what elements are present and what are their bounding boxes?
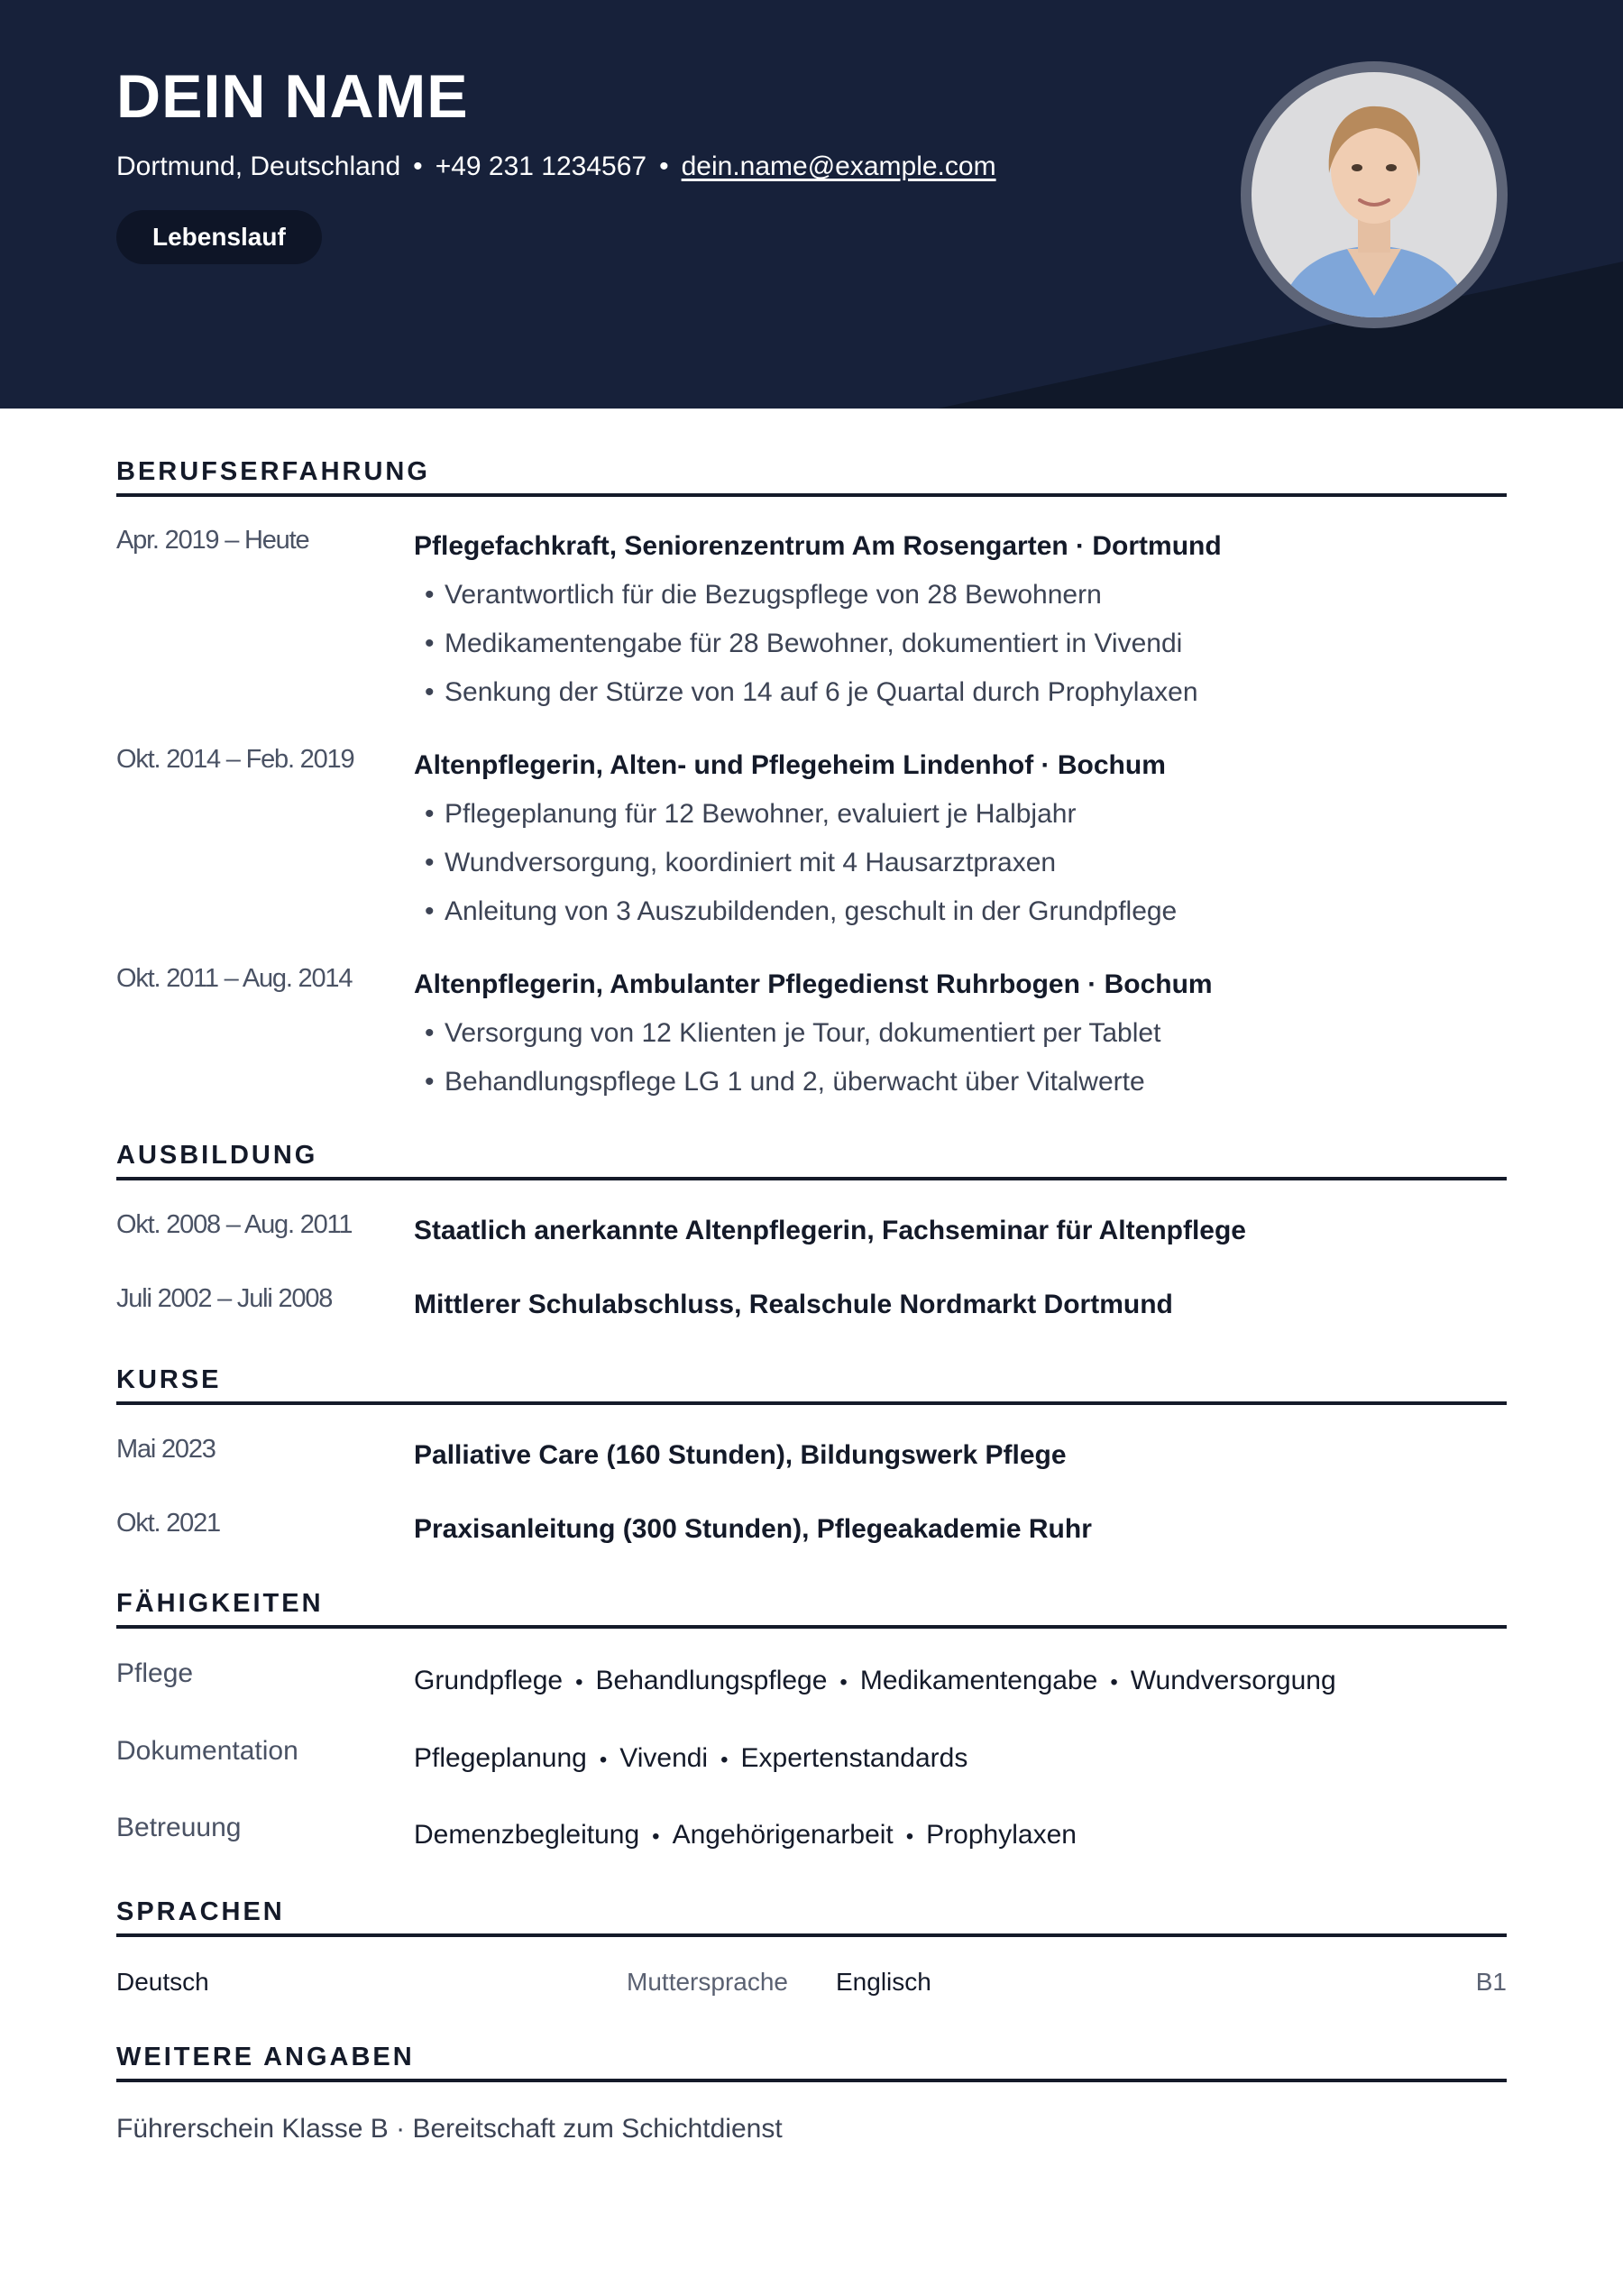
bullet-item: • Versorgung von 12 Klienten je Tour, dokumentiert per Tablet <box>425 1015 1160 1064</box>
entry-bullets <box>425 796 1177 942</box>
section-divider <box>116 1933 1507 1937</box>
entry-title: Pflegefachkraft, Seniorenzentrum Am Rosengarten · Dortmund <box>414 531 1222 561</box>
skill-item: Vivendi <box>619 1743 709 1773</box>
skill-category: Dokumentation <box>116 1736 298 1766</box>
entry-bullets <box>425 577 1198 723</box>
language-name: Englisch <box>836 1968 931 1996</box>
skill-separator: • <box>839 1670 848 1694</box>
header <box>0 0 1623 409</box>
skill-list <box>414 1740 967 1778</box>
entry-date: Apr. 2019 – Heute <box>116 526 309 555</box>
contact-line <box>116 149 996 185</box>
skill-separator: • <box>1110 1670 1118 1694</box>
section-title: WEITERE ANGABEN <box>116 2043 415 2071</box>
section-title: KURSE <box>116 1365 222 1394</box>
bullet-dot: • <box>425 1018 435 1048</box>
bullet-item: • Anleitung von 3 Auszubildenden, geschult in der Grundpflege <box>425 894 1177 942</box>
entry-date: Juli 2002 – Juli 2008 <box>116 1284 333 1313</box>
portrait-image <box>1252 72 1497 317</box>
entry-title: Altenpflegerin, Alten- und Pflegeheim Lindenhof · Bochum <box>414 750 1166 780</box>
skill-item: Prophylaxen <box>926 1820 1077 1850</box>
candidate-name: DEIN NAME <box>116 62 469 131</box>
entry-title: Palliative Care (160 Stunden), Bildungswerk Pflege <box>414 1440 1067 1470</box>
section-divider <box>116 2079 1507 2082</box>
skill-separator: • <box>905 1824 914 1849</box>
bullet-dot: • <box>425 629 435 658</box>
section-title: BERUFSERFAHRUNG <box>116 457 430 486</box>
entry-date: Okt. 2011 – Aug. 2014 <box>116 964 353 993</box>
entry-title: Altenpflegerin, Ambulanter Pflegedienst Ruhrbogen · Bochum <box>414 969 1213 999</box>
section-divider <box>116 1625 1507 1629</box>
skill-separator: • <box>720 1748 729 1772</box>
phone: +49 231 1234567 <box>435 152 647 181</box>
skill-separator: • <box>652 1824 660 1849</box>
email-link[interactable]: dein.name@example.com <box>681 152 996 181</box>
skill-list <box>414 1663 1336 1701</box>
entry-date: Okt. 2008 – Aug. 2011 <box>116 1210 353 1239</box>
skill-category: Pflege <box>116 1658 194 1688</box>
bullet-dot: • <box>425 896 435 926</box>
skill-item: Grundpflege <box>414 1666 564 1695</box>
document-type-badge: Lebenslauf <box>116 210 322 264</box>
profile-photo <box>1241 61 1508 328</box>
bullet-item: • Verantwortlich für die Bezugspflege von 28 Bewohnern <box>425 577 1198 626</box>
entry-title: Mittlerer Schulabschluss, Realschule Nordmarkt Dortmund <box>414 1290 1173 1319</box>
skill-item: Behandlungspflege <box>595 1666 828 1695</box>
skill-item: Wundversorgung <box>1130 1666 1336 1695</box>
bullet-dot: • <box>425 848 435 877</box>
skill-item: Pflegeplanung <box>414 1743 587 1773</box>
skill-category: Betreuung <box>116 1813 242 1842</box>
bullet-item: • Wundversorgung, koordiniert mit 4 Hausarztpraxen <box>425 845 1177 894</box>
location: Dortmund, Deutschland <box>116 152 401 181</box>
skill-item: Angehörigenarbeit <box>672 1820 894 1850</box>
skill-item: Medikamentengabe <box>859 1666 1098 1695</box>
entry-title: Staatlich anerkannte Altenpflegerin, Fachseminar für Altenpflege <box>414 1216 1246 1245</box>
bullet-dot: • <box>425 677 435 707</box>
entry-date: Okt. 2021 <box>116 1509 220 1538</box>
contact-separator: • <box>413 152 423 181</box>
bullet-item: • Pflegeplanung für 12 Bewohner, evaluiert je Halbjahr <box>425 796 1177 845</box>
skill-list <box>414 1817 1077 1855</box>
bullet-item: • Senkung der Stürze von 14 auf 6 je Quartal durch Prophylaxen <box>425 675 1198 723</box>
section-title: AUSBILDUNG <box>116 1141 318 1170</box>
bullet-item: • Medikamentengabe für 28 Bewohner, dokumentiert in Vivendi <box>425 626 1198 675</box>
bullet-item: • Behandlungspflege LG 1 und 2, überwacht über Vitalwerte <box>425 1064 1160 1113</box>
bullet-dot: • <box>425 580 435 610</box>
bullet-dot: • <box>425 799 435 829</box>
language-level: Muttersprache <box>627 1968 788 1996</box>
other-info-text: Führerschein Klasse B · Bereitschaft zum Schichtdienst <box>116 2114 783 2144</box>
entry-bullets <box>425 1015 1160 1113</box>
language-level: B1 <box>1475 1968 1507 1996</box>
section-divider <box>116 1401 1507 1405</box>
section-divider <box>116 1177 1507 1180</box>
entry-date: Mai 2023 <box>116 1435 215 1464</box>
section-divider <box>116 493 1507 497</box>
bullet-dot: • <box>425 1067 435 1097</box>
language-name: Deutsch <box>116 1968 209 1996</box>
skill-separator: • <box>599 1748 608 1772</box>
skill-item: Expertenstandards <box>740 1743 968 1773</box>
contact-separator: • <box>659 152 669 181</box>
entry-title: Praxisanleitung (300 Stunden), Pflegeakademie Ruhr <box>414 1514 1092 1544</box>
section-title: FÄHIGKEITEN <box>116 1589 324 1618</box>
skill-item: Demenzbegleitung <box>414 1820 640 1850</box>
skill-separator: • <box>575 1670 583 1694</box>
entry-date: Okt. 2014 – Feb. 2019 <box>116 745 354 774</box>
section-title: SPRACHEN <box>116 1897 285 1926</box>
